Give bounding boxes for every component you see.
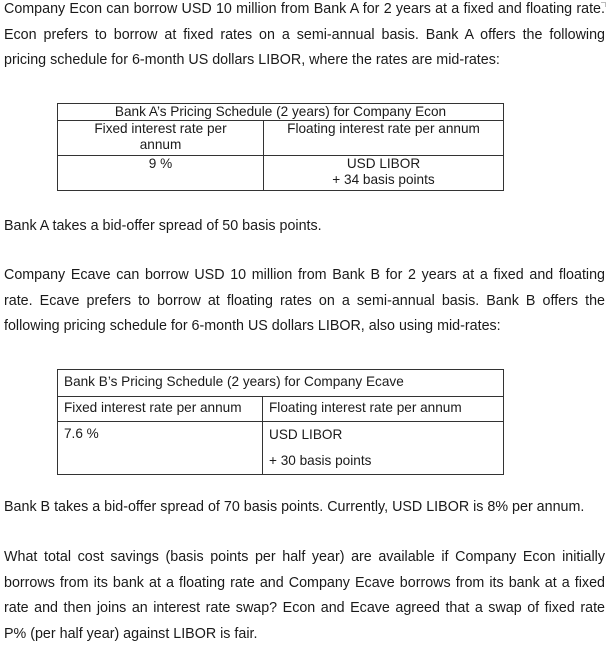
intro-paragraph	[4, 0, 605, 74]
bank-b-fixed-value: 7.6 %	[58, 422, 263, 475]
bank-b-floating-value	[263, 422, 504, 475]
question-line: What total cost savings (basis points per half year) are available if Company Econ initially	[4, 549, 605, 565]
bank-a-pricing-table	[57, 103, 504, 191]
bank-a-spread-text	[4, 214, 605, 240]
bank-b-table-title: Bank B’s Pricing Schedule (2 years) for Company Ecave	[58, 370, 504, 397]
bank-a-floating-header: Floating interest rate per annum	[264, 121, 504, 156]
bank-b-pricing-table	[57, 369, 504, 475]
bank-a-spread-line: Bank A takes a bid-offer spread of 50 basis points.	[4, 218, 322, 234]
intro-line: Company Econ can borrow USD 10 million from Bank A for 2 years at a fixed and floating rate.	[4, 1, 605, 17]
bank-a-fixed-header-line: Fixed interest rate per	[94, 121, 227, 136]
question-line: borrows from its bank at a floating rate and Company Ecave borrows from its bank at a fixed	[4, 574, 605, 591]
question-paragraph	[4, 545, 605, 647]
bank-b-floating-header: Floating interest rate per annum	[263, 397, 504, 422]
bank-b-fixed-header: Fixed interest rate per annum	[58, 397, 263, 422]
bank-b-floating-value-line: USD LIBOR	[269, 427, 343, 442]
bank-b-floating-value-line: + 30 basis points	[269, 453, 372, 468]
bank-a-fixed-header	[58, 121, 264, 156]
ecave-paragraph	[4, 263, 605, 340]
bank-b-spread-line: Bank B takes a bid-offer spread of 70 basis points. Currently, USD LIBOR is 8% per annum.	[4, 499, 585, 515]
question-line: rate and then joins an interest rate swap? Econ and Ecave agreed that a swap of fixed rate	[4, 600, 605, 616]
bank-a-floating-value-line: + 34 basis points	[332, 172, 435, 187]
bank-a-fixed-header-line: annum	[139, 137, 182, 152]
bank-a-table-title: Bank A’s Pricing Schedule (2 years) for Company Econ	[58, 104, 504, 121]
bank-a-floating-value-line: USD LIBOR	[346, 156, 421, 171]
question-line: P% (per half year) against LIBOR is fair.	[4, 625, 258, 642]
intro-line: Econ prefers to borrow at fixed rates on a semi-annual basis. Bank A offers the following	[4, 26, 605, 43]
bank-b-spread-text	[4, 495, 605, 521]
bank-a-fixed-value: 9 %	[58, 156, 264, 191]
ecave-line: following pricing schedule for 6-month US dollars LIBOR, also using mid-rates:	[4, 318, 501, 334]
bank-a-floating-value	[264, 156, 504, 191]
intro-line: pricing schedule for 6-month US dollars LIBOR, where the rates are mid-rates:	[4, 52, 500, 68]
ecave-line: Company Ecave can borrow USD 10 million from Bank B for 2 years at a fixed and floating	[4, 267, 605, 283]
ecave-line: rate. Ecave prefers to borrow at floating rates on a semi-annual basis. Bank B offers the	[4, 292, 605, 309]
